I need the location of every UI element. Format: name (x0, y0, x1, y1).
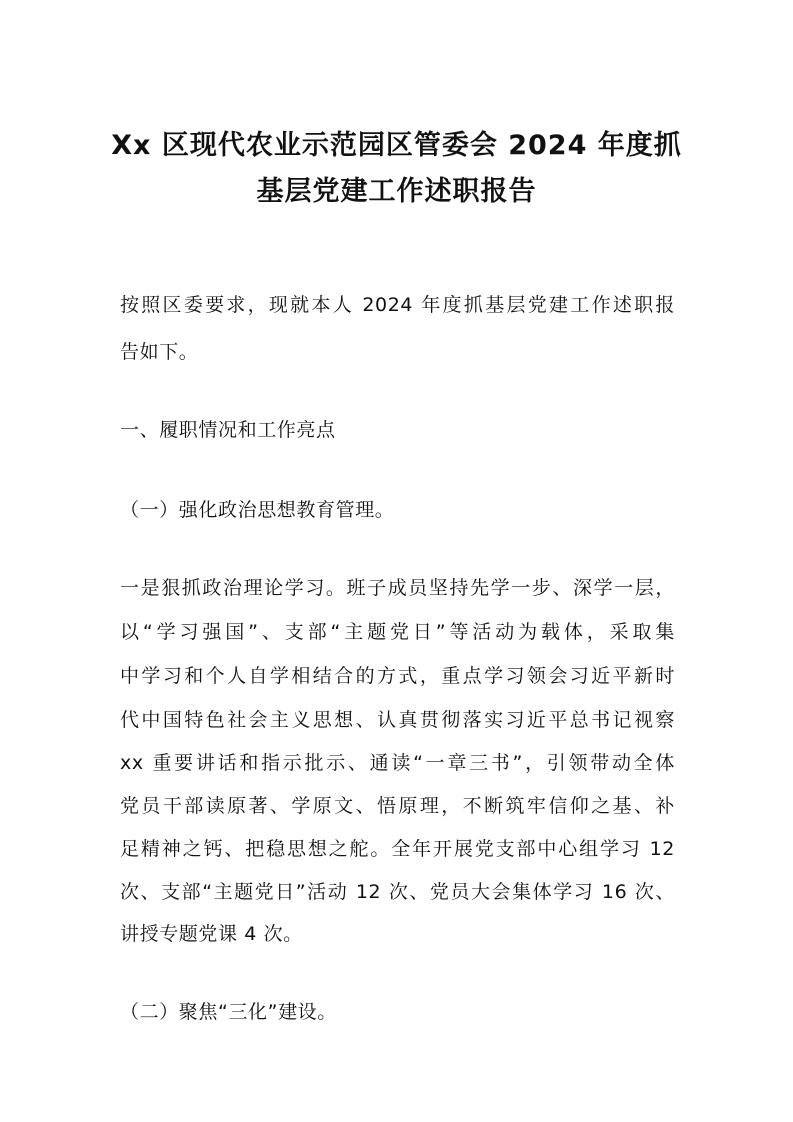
paragraph-1-line-5: xx 重要讲话和指示批示、通读“一章三书”，引领带动全体 (120, 752, 675, 774)
paragraph-1-line-7: 足精神之钙、把稳思想之舵。全年开展党支部中心组学习 12 (120, 838, 675, 860)
paragraph-1-line-3: 中学习和个人自学相结合的方式，重点学习领会习近平新时 (120, 665, 675, 687)
paragraph-1-line-2: 以“学习强国”、支部“主题党日”等活动为载体，采取集 (120, 621, 675, 643)
section-1-heading: 一、履职情况和工作亮点 (120, 419, 336, 441)
intro-paragraph-line-2: 告如下。 (120, 341, 199, 363)
paragraph-1-line-1: 一是狠抓政治理论学习。班子成员坚持先学一步、深学一层， (120, 577, 675, 599)
paragraph-1-line-6: 党员干部读原著、学原文、悟原理，不断筑牢信仰之基、补 (120, 795, 675, 817)
subsection-1-heading: （一）强化政治思想教育管理。 (120, 499, 395, 521)
paragraph-1-line-9: 讲授专题党课 4 次。 (120, 923, 303, 945)
document-title-line-2: 基层党建工作述职报告 (256, 176, 537, 207)
intro-paragraph-line-1: 按照区委要求，现就本人 2024 年度抓基层党建工作述职报 (120, 294, 675, 316)
paragraph-1-line-4: 代中国特色社会主义思想、认真贯彻落实习近平总书记视察 (120, 709, 675, 731)
subsection-2-heading: （二）聚焦“三化”建设。 (120, 1001, 337, 1023)
document-title-line-1: Xx 区现代农业示范园区管委会 2024 年度抓 (111, 130, 682, 161)
paragraph-1-line-8: 次、支部“主题党日”活动 12 次、党员大会集体学习 16 次、 (120, 881, 675, 903)
